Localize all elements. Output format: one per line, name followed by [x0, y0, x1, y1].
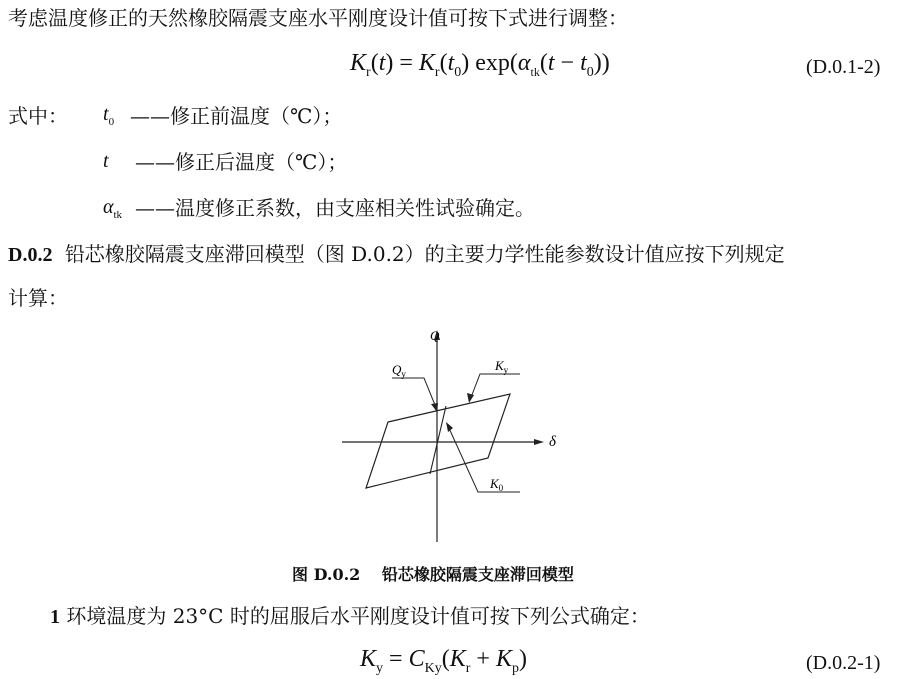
qy-label: [392, 362, 406, 379]
where-symbol-alpha: [103, 196, 122, 221]
eq1-paren: (: [539, 50, 548, 76]
eq1-sub: 0: [586, 64, 594, 80]
eq1-sub: r: [434, 64, 440, 80]
k0-arrow: [446, 422, 453, 432]
eq1-op: −: [554, 50, 581, 76]
eq1-var: t: [378, 50, 386, 76]
eq2-symbol: C: [408, 646, 425, 672]
eq2-sub: y: [376, 660, 384, 676]
eq1-func: ) exp(: [461, 50, 518, 76]
axis-q-label: Q: [430, 328, 440, 343]
eq1-paren: (: [439, 50, 448, 76]
eq1-paren: (: [370, 50, 379, 76]
equation-number-d012: (D.0.1-2): [806, 56, 881, 78]
symbol-sub: 0: [108, 116, 115, 128]
equation-ky: [360, 646, 527, 677]
clause-text-line2: 计算：: [8, 286, 68, 310]
where-desc-alpha: ——温度修正系数，由支座相关性试验确定。: [135, 196, 535, 220]
item-1-text: 环境温度为 23°C 时的屈服后水平刚度设计值可按下列公式确定：: [66, 604, 650, 628]
eq1-var: t: [447, 50, 455, 76]
eq2-op: +: [470, 646, 496, 672]
eq1-symbol: K: [418, 50, 435, 76]
clause-text-line1: 铅芯橡胶隔震支座滞回模型（图 D.0.2）的主要力学性能参数设计值应按下列规定: [64, 242, 785, 266]
eq2-sub: Ky: [424, 660, 442, 676]
ky-label: [494, 358, 509, 375]
axis-delta-label: δ: [549, 434, 556, 450]
qy-label-sub: y: [401, 369, 406, 379]
item-1: [50, 604, 650, 629]
ky-label-sub: y: [503, 365, 509, 375]
symbol-alpha: α: [103, 196, 114, 218]
hysteresis-model-figure: [330, 322, 570, 546]
eq2-sub: p: [511, 660, 519, 676]
k0-label: [489, 476, 504, 493]
eq1-sub: r: [366, 64, 371, 80]
figure-caption-number: 图 D.0.2: [292, 565, 361, 584]
eq1-op: ) =: [385, 50, 419, 76]
eq2-symbol: K: [495, 646, 512, 672]
eq2-op: =: [383, 646, 409, 672]
eq1-symbol: K: [350, 50, 367, 76]
item-1-number: 1: [50, 606, 60, 628]
delta-axis-arrow: [534, 439, 544, 445]
eq1-sub: 0: [454, 64, 462, 80]
eq1-paren: )): [593, 50, 610, 76]
eq2-sub: r: [465, 660, 471, 676]
symbol-sub: tk: [113, 209, 123, 221]
paragraph-temperature-adjustment: 考虑温度修正的天然橡胶隔震支座水平刚度设计值可按下式进行调整：: [8, 6, 628, 30]
figure-caption: [292, 562, 574, 585]
qy-leader: [392, 378, 437, 410]
eq1-var: t: [547, 50, 555, 76]
where-symbol-t0: [103, 103, 114, 128]
equation-number-d021: (D.0.2-1): [806, 652, 881, 674]
qy-arrow: [431, 403, 438, 412]
k0-label-symbol: K: [490, 476, 499, 491]
eq2-symbol: K: [360, 646, 377, 672]
ky-label-symbol: K: [495, 358, 504, 373]
eq2-paren: ): [518, 646, 527, 672]
clause-d02: [8, 242, 785, 267]
k0-label-sub: 0: [498, 483, 504, 493]
where-desc-t0: ——修正前温度（℃）；: [130, 104, 343, 128]
where-symbol-t: [103, 150, 109, 173]
eq1-sub: tk: [530, 64, 540, 79]
equation-kr-temperature: [350, 50, 610, 81]
eq2-paren: (: [441, 646, 450, 672]
where-label: 式中：: [8, 104, 68, 128]
ky-arrow: [467, 393, 474, 403]
qy-label-symbol: Q: [392, 362, 402, 377]
where-desc-t: ——修正后温度（℃）；: [135, 150, 348, 174]
symbol-t: t: [103, 150, 109, 172]
eq1-alpha: α: [517, 50, 531, 76]
clause-number: D.0.2: [8, 244, 53, 266]
ky-leader: [470, 374, 520, 400]
figure-caption-text: 铅芯橡胶隔震支座滞回模型: [381, 565, 574, 584]
eq1-var: t: [580, 50, 587, 76]
eq2-symbol: K: [449, 646, 466, 672]
symbol-t: t: [103, 103, 109, 125]
initial-stiffness-line: [430, 406, 446, 474]
